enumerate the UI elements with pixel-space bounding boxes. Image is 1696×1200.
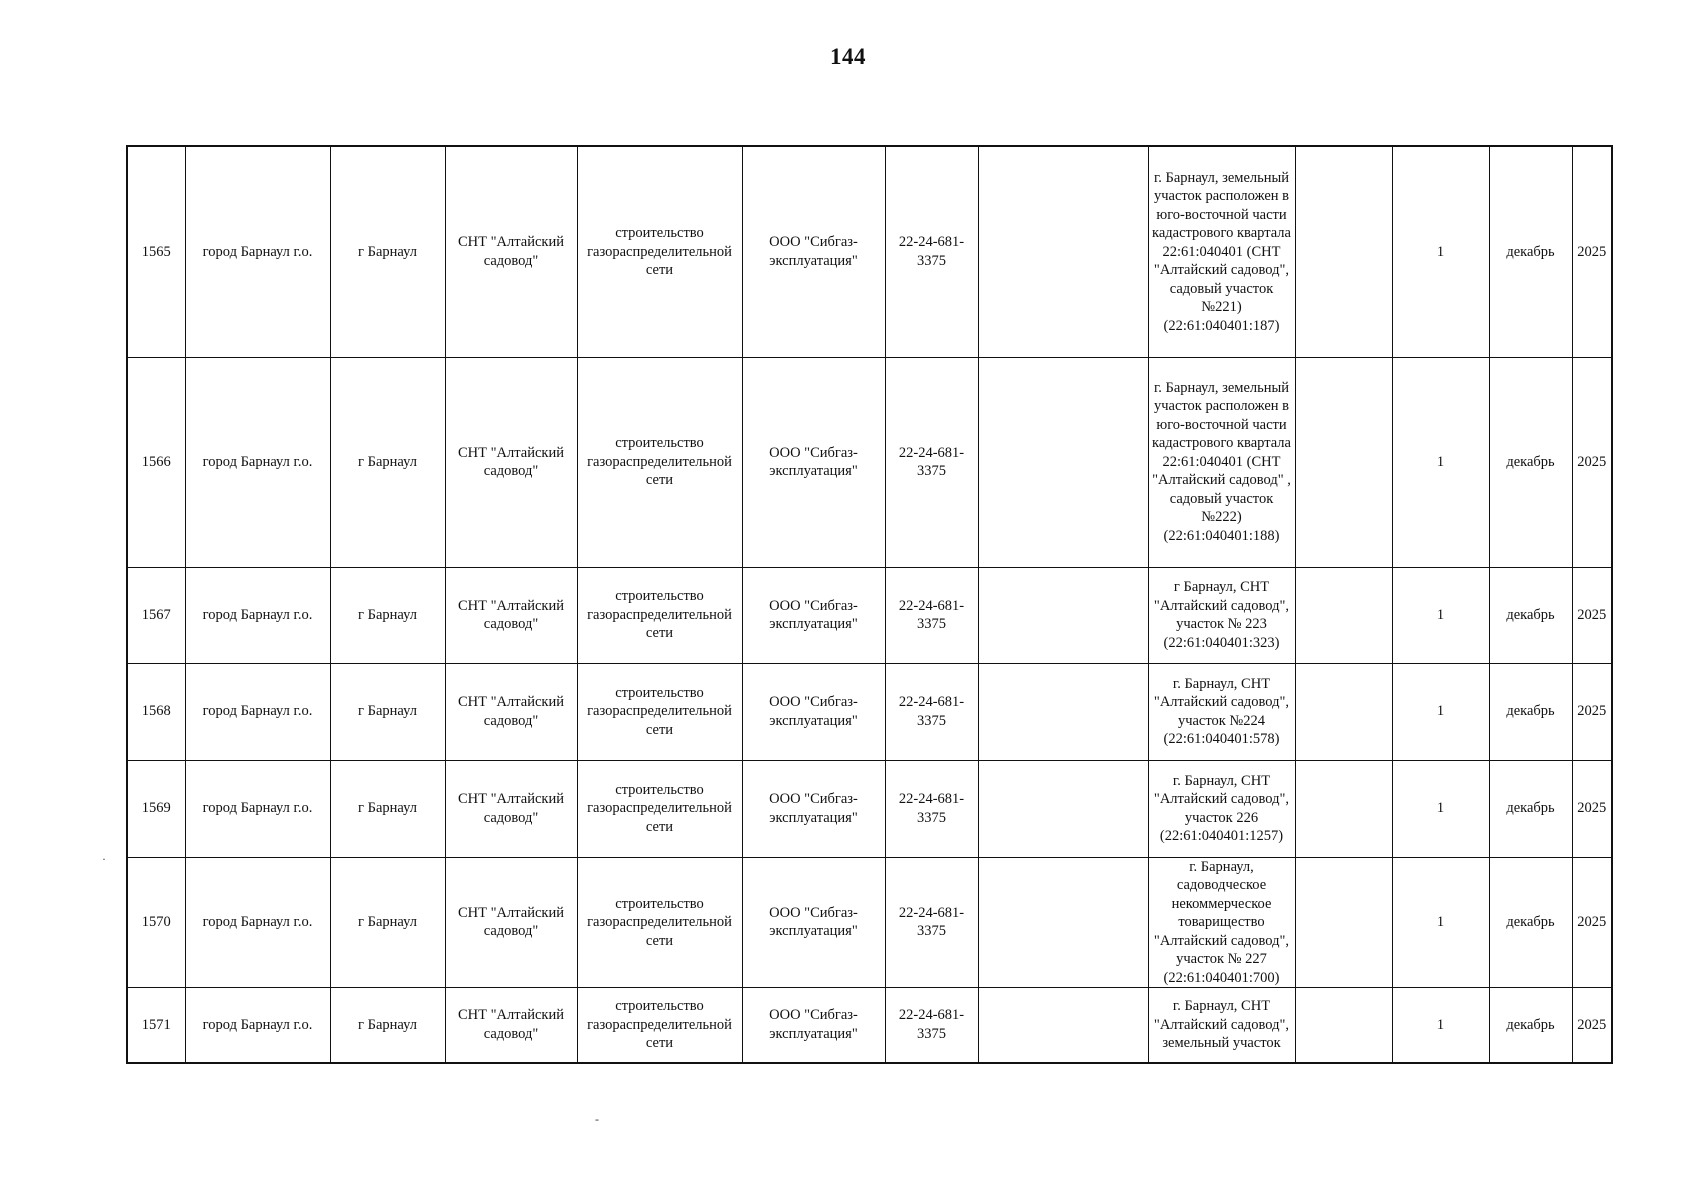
municipality-cell: город Барнаул г.о. bbox=[185, 663, 330, 760]
executor-cell: ООО "Сибгаз-эксплуатация" bbox=[742, 760, 885, 857]
address-cell: г. Барнаул, СНТ "Алтайский садовод", земельный участок bbox=[1148, 988, 1295, 1063]
locality-cell: г Барнаул bbox=[330, 567, 445, 663]
address-cell: г Барнаул, СНТ "Алтайский садовод", участок № 223 (22:61:040401:323) bbox=[1148, 567, 1295, 663]
locality-cell: г Барнаул bbox=[330, 760, 445, 857]
month-cell: декабрь bbox=[1489, 988, 1572, 1063]
work-type-cell: строительство газораспределительной сети bbox=[577, 663, 742, 760]
empty-cell bbox=[978, 663, 1148, 760]
locality-cell: г Барнаул bbox=[330, 988, 445, 1063]
empty-cell bbox=[978, 857, 1148, 988]
table-row bbox=[127, 760, 1612, 857]
executor-cell: ООО "Сибгаз-эксплуатация" bbox=[742, 146, 885, 357]
organization-cell: СНТ "Алтайский садовод" bbox=[445, 146, 577, 357]
year-cell: 2025 bbox=[1572, 663, 1612, 760]
address-cell: г. Барнаул, садоводческое некоммерческое товарищество "Алтайский садовод", участок № 227 (22:61:040401:700) bbox=[1148, 857, 1295, 988]
empty-cell bbox=[978, 567, 1148, 663]
code-cell: 22-24-681-3375 bbox=[885, 988, 978, 1063]
address-cell: г. Барнаул, СНТ "Алтайский садовод", участок 226 (22:61:040401:1257) bbox=[1148, 760, 1295, 857]
organization-cell: СНТ "Алтайский садовод" bbox=[445, 760, 577, 857]
row-number: 1566 bbox=[127, 357, 185, 567]
table-row bbox=[127, 567, 1612, 663]
municipality-cell: город Барнаул г.о. bbox=[185, 357, 330, 567]
code-cell: 22-24-681-3375 bbox=[885, 357, 978, 567]
year-cell: 2025 bbox=[1572, 357, 1612, 567]
empty-cell bbox=[1295, 146, 1392, 357]
month-cell: декабрь bbox=[1489, 760, 1572, 857]
month-cell: декабрь bbox=[1489, 663, 1572, 760]
locality-cell: г Барнаул bbox=[330, 357, 445, 567]
count-cell: 1 bbox=[1392, 857, 1489, 988]
empty-cell bbox=[1295, 988, 1392, 1063]
count-cell: 1 bbox=[1392, 567, 1489, 663]
work-type-cell: строительство газораспределительной сети bbox=[577, 357, 742, 567]
table-row bbox=[127, 146, 1612, 357]
empty-cell bbox=[978, 988, 1148, 1063]
table-row bbox=[127, 988, 1612, 1063]
year-cell: 2025 bbox=[1572, 567, 1612, 663]
month-cell: декабрь bbox=[1489, 146, 1572, 357]
code-cell: 22-24-681-3375 bbox=[885, 760, 978, 857]
executor-cell: ООО "Сибгаз-эксплуатация" bbox=[742, 988, 885, 1063]
count-cell: 1 bbox=[1392, 988, 1489, 1063]
table-row bbox=[127, 357, 1612, 567]
year-cell: 2025 bbox=[1572, 760, 1612, 857]
municipality-cell: город Барнаул г.о. bbox=[185, 988, 330, 1063]
code-cell: 22-24-681-3375 bbox=[885, 663, 978, 760]
table-row bbox=[127, 663, 1612, 760]
empty-cell bbox=[1295, 760, 1392, 857]
scan-speck: - bbox=[595, 1112, 599, 1126]
page-number: 144 bbox=[830, 44, 866, 69]
executor-cell: ООО "Сибгаз-эксплуатация" bbox=[742, 857, 885, 988]
organization-cell: СНТ "Алтайский садовод" bbox=[445, 663, 577, 760]
empty-cell bbox=[978, 146, 1148, 357]
address-cell: г. Барнаул, СНТ "Алтайский садовод", участок №224 (22:61:040401:578) bbox=[1148, 663, 1295, 760]
empty-cell bbox=[1295, 357, 1392, 567]
row-number: 1571 bbox=[127, 988, 185, 1063]
work-type-cell: строительство газораспределительной сети bbox=[577, 760, 742, 857]
code-cell: 22-24-681-3375 bbox=[885, 857, 978, 988]
organization-cell: СНТ "Алтайский садовод" bbox=[445, 357, 577, 567]
gas-network-registry-table bbox=[126, 145, 1613, 1064]
work-type-cell: строительство газораспределительной сети bbox=[577, 146, 742, 357]
organization-cell: СНТ "Алтайский садовод" bbox=[445, 857, 577, 988]
municipality-cell: город Барнаул г.о. bbox=[185, 567, 330, 663]
municipality-cell: город Барнаул г.о. bbox=[185, 760, 330, 857]
locality-cell: г Барнаул bbox=[330, 663, 445, 760]
month-cell: декабрь bbox=[1489, 357, 1572, 567]
address-cell: г. Барнаул, земельный участок расположен в юго-восточной части кадастрового квартала 22:61:040401 (СНТ "Алтайский садовод", садовый участок №221) (22:61:040401:187) bbox=[1148, 146, 1295, 357]
year-cell: 2025 bbox=[1572, 988, 1612, 1063]
code-cell: 22-24-681-3375 bbox=[885, 146, 978, 357]
work-type-cell: строительство газораспределительной сети bbox=[577, 857, 742, 988]
count-cell: 1 bbox=[1392, 357, 1489, 567]
year-cell: 2025 bbox=[1572, 857, 1612, 988]
municipality-cell: город Барнаул г.о. bbox=[185, 857, 330, 988]
work-type-cell: строительство газораспределительной сети bbox=[577, 567, 742, 663]
empty-cell bbox=[1295, 567, 1392, 663]
row-number: 1569 bbox=[127, 760, 185, 857]
empty-cell bbox=[1295, 857, 1392, 988]
locality-cell: г Барнаул bbox=[330, 857, 445, 988]
row-number: 1570 bbox=[127, 857, 185, 988]
empty-cell bbox=[1295, 663, 1392, 760]
row-number: 1567 bbox=[127, 567, 185, 663]
code-cell: 22-24-681-3375 bbox=[885, 567, 978, 663]
month-cell: декабрь bbox=[1489, 857, 1572, 988]
empty-cell bbox=[978, 760, 1148, 857]
work-type-cell: строительство газораспределительной сети bbox=[577, 988, 742, 1063]
count-cell: 1 bbox=[1392, 760, 1489, 857]
organization-cell: СНТ "Алтайский садовод" bbox=[445, 988, 577, 1063]
organization-cell: СНТ "Алтайский садовод" bbox=[445, 567, 577, 663]
year-cell: 2025 bbox=[1572, 146, 1612, 357]
table-row bbox=[127, 857, 1612, 988]
row-number: 1565 bbox=[127, 146, 185, 357]
count-cell: 1 bbox=[1392, 663, 1489, 760]
executor-cell: ООО "Сибгаз-эксплуатация" bbox=[742, 663, 885, 760]
empty-cell bbox=[978, 357, 1148, 567]
scan-speck: · bbox=[102, 852, 106, 866]
month-cell: декабрь bbox=[1489, 567, 1572, 663]
executor-cell: ООО "Сибгаз-эксплуатация" bbox=[742, 567, 885, 663]
address-cell: г. Барнаул, земельный участок расположен в юго-восточной части кадастрового квартала 22:61:040401 (СНТ "Алтайский садовод" , садовый участок №222) (22:61:040401:188) bbox=[1148, 357, 1295, 567]
municipality-cell: город Барнаул г.о. bbox=[185, 146, 330, 357]
executor-cell: ООО "Сибгаз-эксплуатация" bbox=[742, 357, 885, 567]
row-number: 1568 bbox=[127, 663, 185, 760]
count-cell: 1 bbox=[1392, 146, 1489, 357]
locality-cell: г Барнаул bbox=[330, 146, 445, 357]
